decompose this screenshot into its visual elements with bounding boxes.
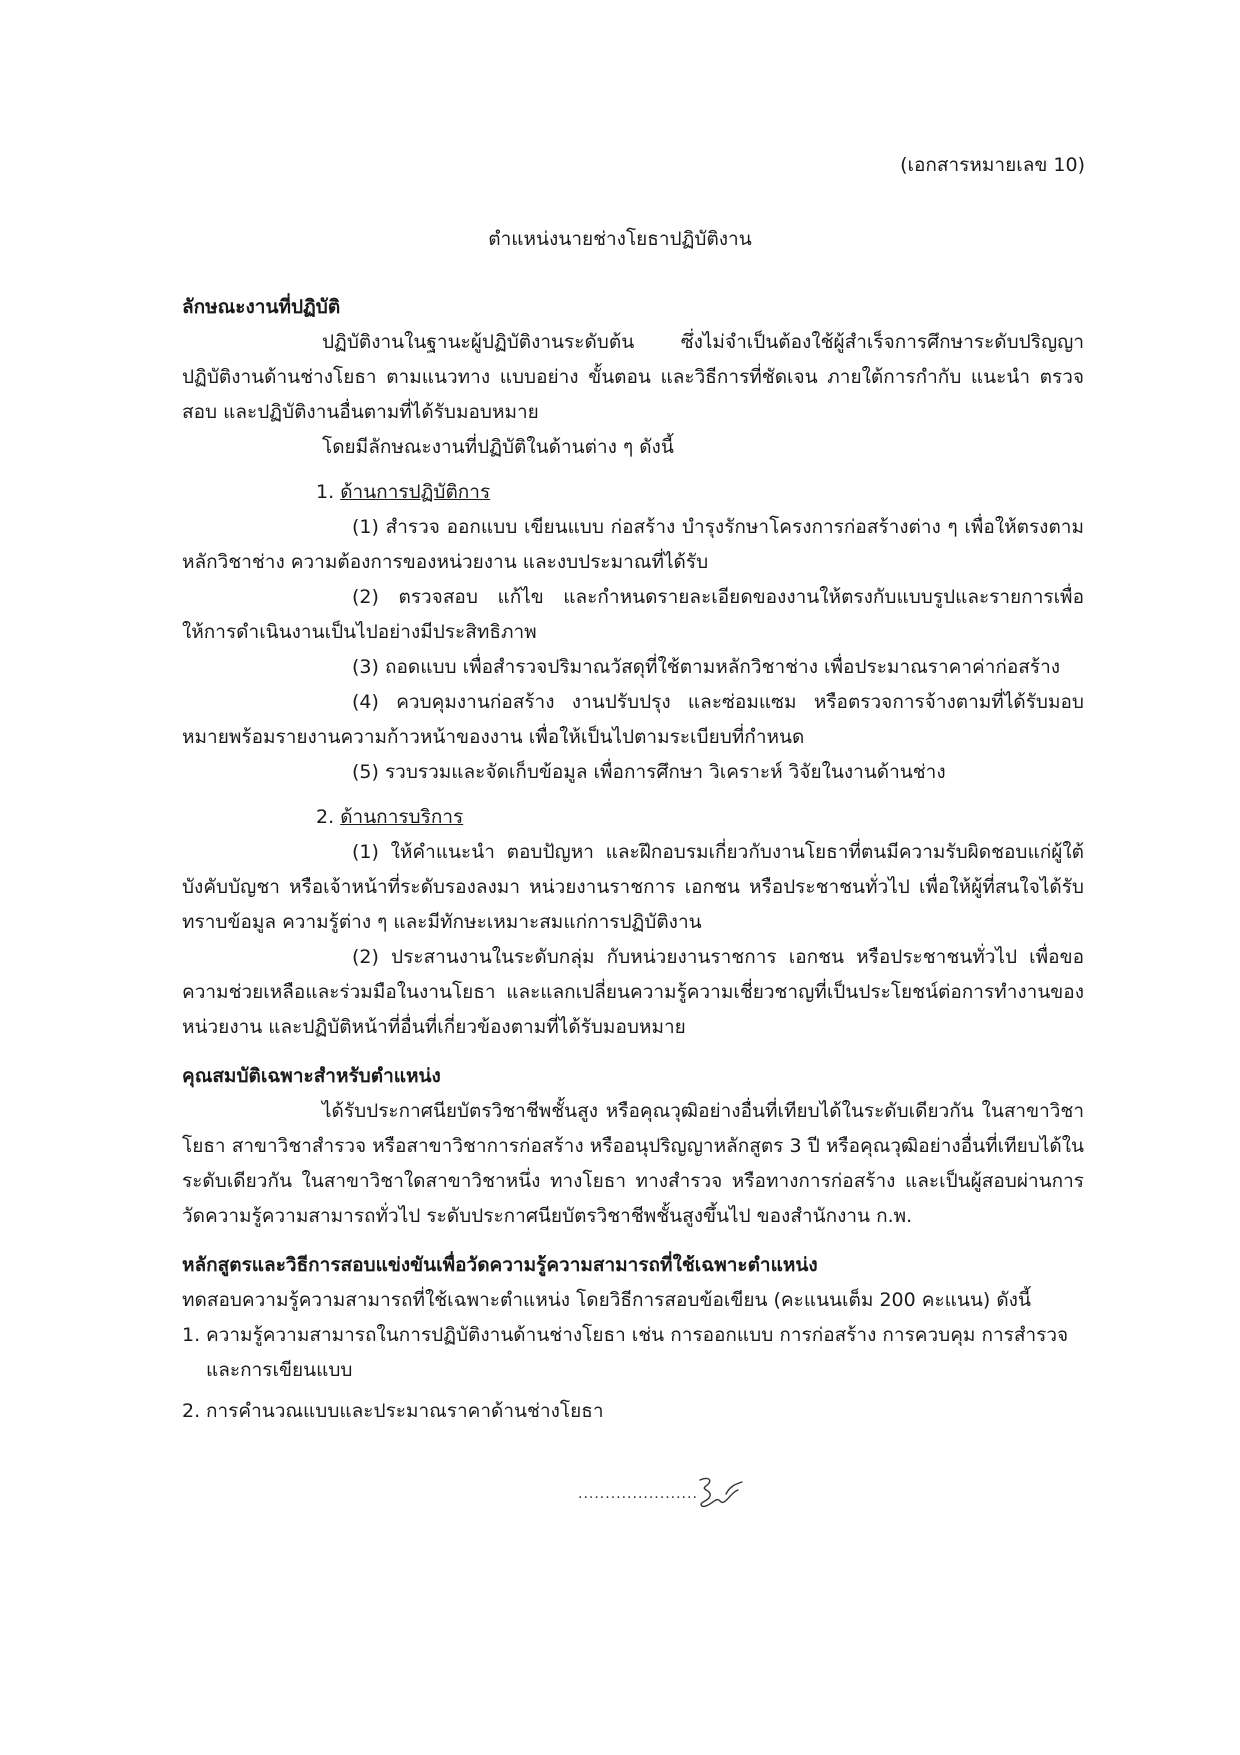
subsection-operations xyxy=(182,475,1084,510)
document-body xyxy=(182,290,1084,1429)
signature-mark xyxy=(690,1472,746,1512)
services-item: (2) ประสานงานในระดับกลุ่ม กับหน่วยงานราชการ เอกชน หรือประชาชนทั่วไป เพื่อขอความช่วยเหลือและร่วมมือในงานโยธา และแลกเปลี่ยนความรู้ความเชี่ยวชาญที่เป็นประโยชน์ต่อการทำงานของหน่วยงาน และปฏิบัติหน้าที่อื่นที่เกี่ยวข้องตามที่ได้รับมอบหมาย xyxy=(182,946,1084,1038)
operations-item: (1) สำรวจ ออกแบบ เขียนแบบ ก่อสร้าง บำรุงรักษาโครงการก่อสร้างต่าง ๆ เพื่อให้ตรงตามหลักวิชาช่าง ความต้องการของหน่วยงาน และงบประมาณที่ได้รับ xyxy=(182,516,1084,573)
job-description-paragraph: ปฏิบัติงานในฐานะผู้ปฏิบัติงานระดับต้น ซึ่งไม่จำเป็นต้องใช้ผู้สำเร็จการศึกษาระดับปริญญา ปฏิบัติงานด้านช่างโยธา ตามแนวทาง แบบอย่าง ขั้นตอน และวิธีการที่ชัดเจน ภายใต้การกำกับ แนะนำ ตรวจสอบ และปฏิบัติงานอื่นตามที่ได้รับมอบหมาย xyxy=(182,331,1084,423)
section-heading-job-description: ลักษณะงานที่ปฏิบัติ xyxy=(182,296,341,318)
section-heading-qualifications: คุณสมบัติเฉพาะสำหรับตำแหน่ง xyxy=(182,1065,441,1087)
list-item xyxy=(182,1394,1084,1429)
services-item: (1) ให้คำแนะนำ ตอบปัญหา และฝึกอบรมเกี่ยวกับงานโยธาที่ตนมีความรับผิดชอบแก่ผู้ใต้บังคับบัญชา หรือเจ้าหน้าที่ระดับรองลงมา หน่วยงานราชการ เอกชน หรือประชาชนทั่วไป เพื่อให้ผู้ที่สนใจได้รับทราบข้อมูล ความรู้ต่าง ๆ และมีทักษะเหมาะสมแก่การปฏิบัติงาน xyxy=(182,841,1084,933)
list-item-text: การคำนวณแบบและประมาณราคาด้านช่างโยธา xyxy=(206,1400,604,1422)
signature-dotted-line: ...................... xyxy=(578,1486,698,1502)
operations-item: (4) ควบคุมงานก่อสร้าง งานปรับปรุง และซ่อมแซม หรือตรวจการจ้างตามที่ได้รับมอบหมายพร้อมรายงานความก้าวหน้าของงาน เพื่อให้เป็นไปตามระเบียบที่กำหนด xyxy=(182,691,1084,748)
exam-intro: ทดสอบความรู้ความสามารถที่ใช้เฉพาะตำแหน่ง โดยวิธีการสอบข้อเขียน (คะแนนเต็ม 200 คะแนน) ดังนี้ xyxy=(182,1289,1031,1311)
list-item-number: 2. xyxy=(182,1400,201,1422)
subsection-label: ด้านการปฏิบัติการ xyxy=(340,481,491,503)
list-item-text: ความรู้ความสามารถในการปฏิบัติงานด้านช่างโยธา เช่น การออกแบบ การก่อสร้าง การควบคุม การสำรวจ และการเขียนแบบ xyxy=(206,1324,1069,1381)
section-heading-exam: หลักสูตรและวิธีการสอบแข่งขันเพื่อวัดความรู้ความสามารถที่ใช้เฉพาะตำแหน่ง xyxy=(182,1254,818,1276)
qualifications-paragraph: ได้รับประกาศนียบัตรวิชาชีพชั้นสูง หรือคุณวุฒิอย่างอื่นที่เทียบได้ในระดับเดียวกัน ในสาขาวิชาโยธา สาขาวิชาสำรวจ หรือสาขาวิชาการก่อสร้าง หรืออนุปริญญาหลักสูตร 3 ปี หรือคุณวุฒิอย่างอื่นที่เทียบได้ในระดับเดียวกัน ในสาขาวิชาใดสาขาวิชาหนึ่ง ทางโยธา ทางสำรวจ หรือทางการก่อสร้าง และเป็นผู้สอบผ่านการวัดความรู้ความสามารถทั่วไป ระดับประกาศนียบัตรวิชาชีพชั้นสูงขึ้นไป ของสำนักงาน ก.พ. xyxy=(182,1100,1084,1227)
operations-item: (2) ตรวจสอบ แก้ไข และกำหนดรายละเอียดของงานให้ตรงกับแบบรูปและรายการเพื่อให้การดำเนินงานเป็นไปอย่างมีประสิทธิภาพ xyxy=(182,586,1084,643)
job-description-intro-line: โดยมีลักษณะงานที่ปฏิบัติในด้านต่าง ๆ ดังนี้ xyxy=(322,436,674,458)
subsection-number: 2. xyxy=(316,806,335,828)
exam-topics-list xyxy=(182,1318,1084,1429)
operations-item: (5) รวบรวมและจัดเก็บข้อมูล เพื่อการศึกษา วิเคราะห์ วิจัยในงานด้านช่าง xyxy=(352,761,946,783)
list-item xyxy=(182,1318,1084,1388)
operations-item: (3) ถอดแบบ เพื่อสำรวจปริมาณวัสดุที่ใช้ตามหลักวิชาช่าง เพื่อประมาณราคาค่าก่อสร้าง xyxy=(352,656,1061,678)
subsection-number: 1. xyxy=(316,481,335,503)
subsection-services xyxy=(182,800,1084,835)
signature-block xyxy=(578,1472,758,1512)
list-item-number: 1. xyxy=(182,1324,201,1346)
document-title: ตำแหน่งนายช่างโยธาปฏิบัติงาน xyxy=(488,228,752,250)
subsection-label: ด้านการบริการ xyxy=(340,806,464,828)
document-number: (เอกสารหมายเลข 10) xyxy=(900,154,1085,176)
